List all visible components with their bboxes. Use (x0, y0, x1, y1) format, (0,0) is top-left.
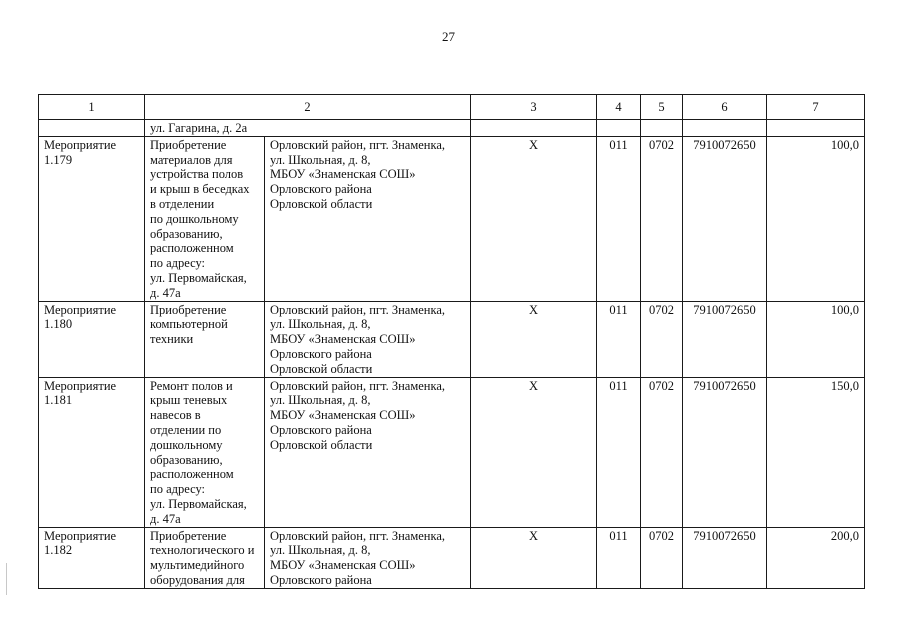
description-cell (145, 136, 265, 301)
location-line: Орловского района (270, 422, 372, 437)
location-line: МБОУ «Знаменская СОШ» (270, 167, 416, 182)
description-line: и крыш в беседках (150, 182, 250, 197)
location-line: Орловского района (270, 572, 372, 587)
header-cell-2: 2 (145, 95, 471, 120)
table-row (39, 377, 865, 527)
col4-cell: 011 (597, 527, 641, 588)
description-line: ул. Первомайская, (150, 496, 247, 511)
event-line: Мероприятие (44, 378, 117, 393)
col7-cell: 100,0 (767, 301, 865, 377)
header-cell-1: 1 (39, 95, 145, 120)
location-line: Орловской области (270, 361, 373, 376)
description-line: Приобретение (150, 137, 227, 152)
event-cell (39, 377, 145, 527)
col3-cell: Х (471, 527, 597, 588)
description-line: Приобретение (150, 528, 227, 543)
description-line: компьютерной (150, 317, 228, 332)
description-line: Ремонт полов и (150, 378, 233, 393)
event-line: 1.180 (44, 317, 73, 332)
description-cell (145, 120, 471, 137)
event-line: 1.181 (44, 393, 73, 408)
header-cell-3: 3 (471, 95, 597, 120)
event-line: 1.179 (44, 152, 73, 167)
table-row (39, 136, 865, 301)
budget-table (38, 94, 865, 589)
location-line: МБОУ «Знаменская СОШ» (270, 558, 416, 573)
header-cell-4: 4 (597, 95, 641, 120)
location-line: Орловский район, пгт. Знаменка, (270, 302, 446, 317)
description-line: материалов для (150, 152, 233, 167)
col6-cell: 7910072650 (683, 377, 767, 527)
col6-cell: 7910072650 (683, 136, 767, 301)
description-line: дошкольному (150, 437, 223, 452)
location-line: Орловский район, пгт. Знаменка, (270, 378, 446, 393)
col7-cell (767, 120, 865, 137)
description-line: расположенном (150, 467, 234, 482)
scan-edge-mark (6, 563, 7, 595)
description-line: устройства полов (150, 167, 244, 182)
col6-cell: 7910072650 (683, 301, 767, 377)
event-line: Мероприятие (44, 137, 117, 152)
header-row (39, 95, 865, 120)
event-cell (39, 301, 145, 377)
header-cell-7: 7 (767, 95, 865, 120)
description-line: оборудования для (150, 572, 245, 587)
col5-cell: 0702 (641, 136, 683, 301)
page-number: 27 (442, 29, 455, 44)
description-cell (145, 377, 265, 527)
col4-cell (597, 120, 641, 137)
location-cell (265, 527, 471, 588)
location-line: Орловский район, пгт. Знаменка, (270, 528, 446, 543)
location-line: Орловского района (270, 182, 372, 197)
col6-cell (683, 120, 767, 137)
col5-cell: 0702 (641, 301, 683, 377)
col3-cell: Х (471, 136, 597, 301)
description-cell (145, 527, 265, 588)
location-line: МБОУ «Знаменская СОШ» (270, 408, 416, 423)
event-line: Мероприятие (44, 302, 117, 317)
col3-cell (471, 120, 597, 137)
col5-cell (641, 120, 683, 137)
description-line: отделении по (150, 422, 222, 437)
col7-cell: 100,0 (767, 136, 865, 301)
header-cell-5: 5 (641, 95, 683, 120)
description-line: Приобретение (150, 302, 227, 317)
col4-cell: 011 (597, 301, 641, 377)
location-cell (265, 136, 471, 301)
description-line: по дошкольному (150, 211, 239, 226)
col5-cell: 0702 (641, 377, 683, 527)
col4-cell: 011 (597, 136, 641, 301)
description-line: по адресу: (150, 256, 206, 271)
col7-cell: 200,0 (767, 527, 865, 588)
description-line: мультимедийного (150, 558, 245, 573)
header-cell-6: 6 (683, 95, 767, 120)
description-line: ул. Первомайская, (150, 270, 247, 285)
description-line: крыш теневых (150, 393, 228, 408)
col3-cell: Х (471, 301, 597, 377)
location-cell (265, 301, 471, 377)
table-row (39, 301, 865, 377)
location-line: Орловский район, пгт. Знаменка, (270, 137, 446, 152)
event-cell (39, 120, 145, 137)
event-cell (39, 527, 145, 588)
col4-cell: 011 (597, 377, 641, 527)
location-line: Орловской области (270, 196, 373, 211)
description-line: ул. Гагарина, д. 2а (150, 121, 248, 135)
description-line: д. 47а (150, 285, 181, 300)
location-line: ул. Школьная, д. 8, (270, 152, 371, 167)
table-row (39, 527, 865, 588)
description-line: навесов в (150, 408, 201, 423)
continuation-row (39, 120, 865, 137)
event-line: Мероприятие (44, 528, 117, 543)
location-line: Орловской области (270, 437, 373, 452)
location-line: ул. Школьная, д. 8, (270, 317, 371, 332)
description-line: техники (150, 332, 194, 347)
location-line: Орловского района (270, 346, 372, 361)
location-line: МБОУ «Знаменская СОШ» (270, 332, 416, 347)
col3-cell: Х (471, 377, 597, 527)
event-line: 1.182 (44, 543, 73, 558)
col7-cell: 150,0 (767, 377, 865, 527)
col5-cell: 0702 (641, 527, 683, 588)
event-cell (39, 136, 145, 301)
description-cell (145, 301, 265, 377)
description-line: образованию, (150, 226, 223, 241)
description-line: д. 47а (150, 511, 181, 526)
location-line: ул. Школьная, д. 8, (270, 543, 371, 558)
location-cell (265, 377, 471, 527)
description-line: в отделении (150, 196, 215, 211)
col6-cell: 7910072650 (683, 527, 767, 588)
description-line: технологического и (150, 543, 255, 558)
location-line: ул. Школьная, д. 8, (270, 393, 371, 408)
description-line: по адресу: (150, 482, 206, 497)
description-line: расположенном (150, 241, 234, 256)
description-line: образованию, (150, 452, 223, 467)
